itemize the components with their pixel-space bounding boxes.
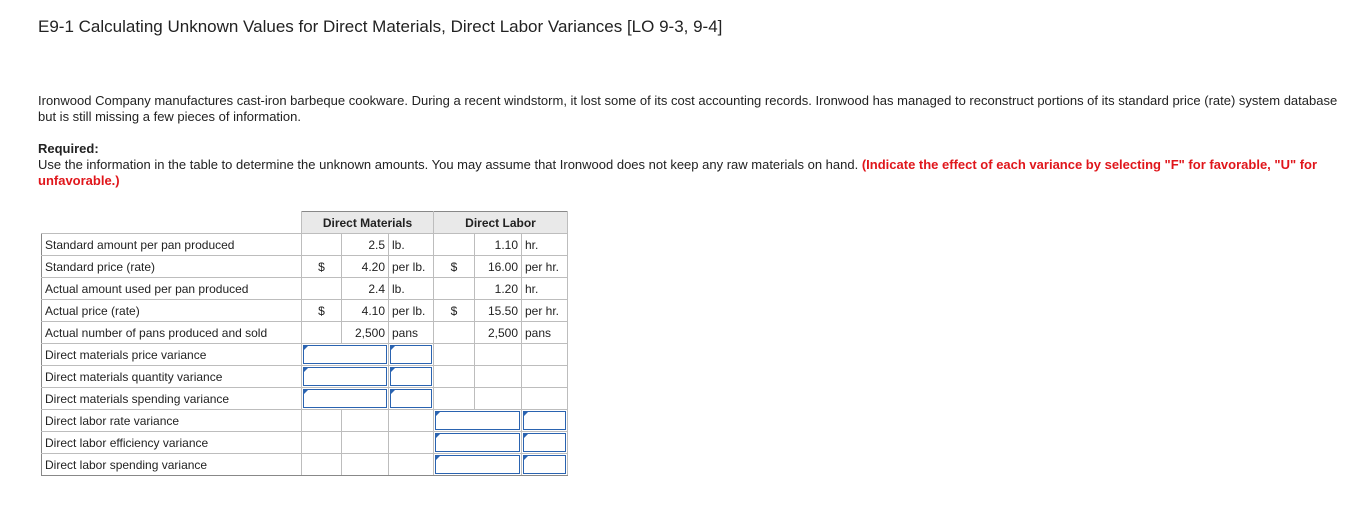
table-header-row <box>42 212 568 234</box>
input-box[interactable] <box>390 345 432 364</box>
empty-cell <box>475 366 522 388</box>
table-row <box>42 388 568 410</box>
row-label: Actual amount used per pan produced <box>42 278 302 300</box>
dm-value: 4.20 <box>342 256 389 278</box>
dropdown-marker-icon <box>523 411 529 417</box>
empty-cell <box>342 432 389 454</box>
table-row <box>42 366 568 388</box>
empty-cell <box>475 388 522 410</box>
dm-dollar <box>302 322 342 344</box>
dm-dollar: $ <box>302 300 342 322</box>
header-direct-labor: Direct Labor <box>434 212 568 234</box>
input-box[interactable] <box>435 433 520 452</box>
dl-rate-variance-fu-select[interactable] <box>522 410 568 432</box>
dropdown-marker-icon <box>435 411 441 417</box>
dl-dollar <box>434 278 475 300</box>
dl-value: 2,500 <box>475 322 522 344</box>
dl-dollar <box>434 234 475 256</box>
dm-unit: lb. <box>389 278 434 300</box>
dropdown-marker-icon <box>390 367 396 373</box>
dropdown-marker-icon <box>523 433 529 439</box>
table-row <box>42 454 568 476</box>
empty-cell <box>389 432 434 454</box>
table-row <box>42 322 568 344</box>
input-box[interactable] <box>523 433 566 452</box>
intro-paragraph: Ironwood Company manufactures cast-iron barbeque cookware. During a recent windstorm, it lost some of its cost accounting records. Ironwood has managed to reconstruct portions of its standard price (rate) system database but is still missing a few pieces of information. <box>38 93 1338 124</box>
dropdown-marker-icon <box>435 455 441 461</box>
input-box[interactable] <box>390 389 432 408</box>
table-row <box>42 410 568 432</box>
empty-cell <box>434 344 475 366</box>
dm-quantity-variance-amount-input[interactable] <box>302 366 389 388</box>
row-label: Direct materials spending variance <box>42 388 302 410</box>
table-row <box>42 256 568 278</box>
dl-value: 16.00 <box>475 256 522 278</box>
dl-unit: pans <box>522 322 568 344</box>
required-heading: Required: <box>38 141 99 156</box>
row-label: Direct labor rate variance <box>42 410 302 432</box>
empty-cell <box>389 410 434 432</box>
empty-cell <box>434 388 475 410</box>
dl-value: 1.20 <box>475 278 522 300</box>
dropdown-marker-icon <box>523 455 529 461</box>
dl-spending-variance-fu-select[interactable] <box>522 454 568 476</box>
dl-efficiency-variance-amount-input[interactable] <box>434 432 522 454</box>
empty-cell <box>522 366 568 388</box>
table-row <box>42 432 568 454</box>
dropdown-marker-icon <box>303 367 309 373</box>
empty-cell <box>434 366 475 388</box>
row-label: Direct materials price variance <box>42 344 302 366</box>
dl-unit: hr. <box>522 278 568 300</box>
empty-cell <box>302 410 342 432</box>
row-label: Standard price (rate) <box>42 256 302 278</box>
dm-value: 2,500 <box>342 322 389 344</box>
header-direct-materials: Direct Materials <box>302 212 434 234</box>
dm-unit: per lb. <box>389 300 434 322</box>
required-instructions <box>38 157 1368 189</box>
required-note: (Indicate the effect of each variance by selecting "F" for favorable, "U" for unfavorable.) <box>38 157 1318 188</box>
dm-dollar <box>302 234 342 256</box>
dm-dollar <box>302 278 342 300</box>
dm-unit: lb. <box>389 234 434 256</box>
row-label: Standard amount per pan produced <box>42 234 302 256</box>
empty-cell <box>302 454 342 476</box>
dm-unit: per lb. <box>389 256 434 278</box>
input-box[interactable] <box>435 411 520 430</box>
table-row <box>42 344 568 366</box>
dl-value: 1.10 <box>475 234 522 256</box>
input-box[interactable] <box>523 411 566 430</box>
dropdown-marker-icon <box>390 389 396 395</box>
dm-spending-variance-fu-select[interactable] <box>389 388 434 410</box>
dropdown-marker-icon <box>435 433 441 439</box>
empty-cell <box>389 454 434 476</box>
dl-dollar <box>434 322 475 344</box>
row-label: Direct labor spending variance <box>42 454 302 476</box>
variance-table <box>41 211 568 476</box>
input-box[interactable] <box>435 455 520 474</box>
dm-quantity-variance-fu-select[interactable] <box>389 366 434 388</box>
input-box[interactable] <box>303 345 387 364</box>
row-label: Actual price (rate) <box>42 300 302 322</box>
dropdown-marker-icon <box>303 389 309 395</box>
empty-cell <box>475 344 522 366</box>
dl-rate-variance-amount-input[interactable] <box>434 410 522 432</box>
dl-spending-variance-amount-input[interactable] <box>434 454 522 476</box>
empty-cell <box>522 388 568 410</box>
dl-efficiency-variance-fu-select[interactable] <box>522 432 568 454</box>
empty-cell <box>302 432 342 454</box>
row-label: Direct labor efficiency variance <box>42 432 302 454</box>
input-box[interactable] <box>303 389 387 408</box>
header-blank-cell <box>42 212 302 234</box>
dm-dollar: $ <box>302 256 342 278</box>
dm-value: 2.4 <box>342 278 389 300</box>
row-label: Direct materials quantity variance <box>42 366 302 388</box>
dm-value: 4.10 <box>342 300 389 322</box>
dl-value: 15.50 <box>475 300 522 322</box>
empty-cell <box>342 410 389 432</box>
empty-cell <box>342 454 389 476</box>
dl-unit: hr. <box>522 234 568 256</box>
dm-unit: pans <box>389 322 434 344</box>
empty-cell <box>522 344 568 366</box>
input-box[interactable] <box>303 367 387 386</box>
dm-value: 2.5 <box>342 234 389 256</box>
dropdown-marker-icon <box>303 345 309 351</box>
dl-unit: per hr. <box>522 256 568 278</box>
row-label: Actual number of pans produced and sold <box>42 322 302 344</box>
dropdown-marker-icon <box>390 345 396 351</box>
dl-dollar: $ <box>434 300 475 322</box>
required-text: Use the information in the table to determine the unknown amounts. You may assume that Ironwood does not keep any raw materials on hand. <box>38 157 859 172</box>
input-box[interactable] <box>523 455 566 474</box>
input-box[interactable] <box>390 367 432 386</box>
dl-unit: per hr. <box>522 300 568 322</box>
exercise-title: E9-1 Calculating Unknown Values for Direct Materials, Direct Labor Variances [LO 9-3, 9-4] <box>38 17 723 36</box>
dm-spending-variance-amount-input[interactable] <box>302 388 389 410</box>
table-row <box>42 300 568 322</box>
table-row <box>42 234 568 256</box>
dl-dollar: $ <box>434 256 475 278</box>
dm-price-variance-amount-input[interactable] <box>302 344 389 366</box>
table-row <box>42 278 568 300</box>
dm-price-variance-fu-select[interactable] <box>389 344 434 366</box>
